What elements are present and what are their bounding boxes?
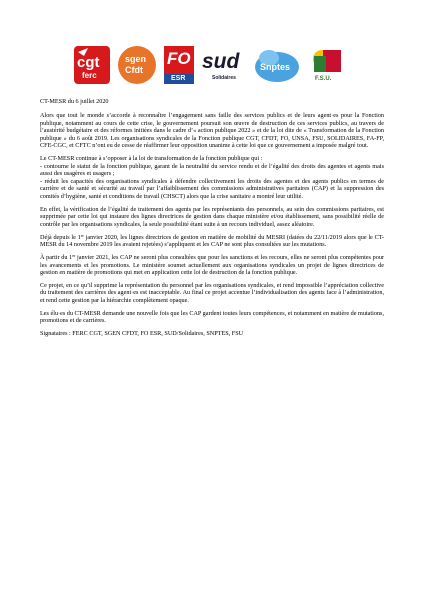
sgen-cfdt-logo (116, 44, 158, 86)
paragraph-6: Ce projet, en ce qu’il supprime la représentation du personnel par les organisations syndicales, et rend impossible l’appréciation collective du traitement des carrières des agent·es est inacceptable. Au final ce projet accentue l’individualisation des agents face à l’administration, et rend cette gestion par la hiérarchie complètement opaque. (40, 282, 384, 304)
paragraph-2-item-1: - contourne le statut de la fonction publique, garant de la neutralité du service rendu et de l’égalité des droits des agentes et agents mais aussi des usagères et usagers ; (40, 162, 384, 178)
sud-logo-text: sud (202, 50, 240, 73)
paragraph-2-item-2: - réduit les capacités des organisations syndicales à défendre collectivement les droits des agentes et des agents publics en termes de carrière et de santé et sécurité au travail par l’affaiblissement des commissions administratives paritaires (CAP) et la suppression des comités d’hygiène, santé et conditions de travail (CHSCT) alors que la crise sanitaire a montré leur utilité. (40, 177, 384, 200)
ferc-logo-text: ferc (82, 71, 97, 80)
snptes-logo (252, 44, 302, 86)
paragraph-7: Les élu·es du CT-MESR demande une nouvelle fois que les CAP gardent toutes leurs compétences, et notamment en matière de mutations, promotions et de carrières. (40, 309, 384, 325)
cfdt-logo-text: Cfdt (125, 65, 143, 75)
union-logos (72, 44, 352, 86)
esr-logo-text: ESR (171, 75, 186, 82)
meeting-date-line: CT-MESR du 6 juillet 2020 (40, 98, 109, 105)
snptes-logo-text: Snptes (260, 62, 291, 72)
cgt-logo-text: cgt (77, 54, 100, 71)
solidaires-logo-text: Solidaires (212, 75, 236, 81)
document-body (40, 98, 384, 344)
cgt-ferc-logo (72, 44, 112, 86)
fsu-logo-text: F.S.U. (315, 76, 332, 82)
paragraph-4: Déjà depuis le 1er janvier 2020, les lignes directrices de gestion en matière de mobilité du MESRI (datées du 22/11/2019 alors que le CT-MESR du 14 novembre 2019 les avaient rejetées) s’appliquent et les CAP ne sont plus consultées sur les mutations. (40, 232, 384, 249)
signatories-line: Signataires : FERC CGT, SGEN CFDT, FO ESR, SUD/Solidaires, SNPTES, FSU (40, 330, 244, 338)
sud-solidaires-logo (200, 44, 248, 86)
paragraph-3: En effet, la vérification de l’égalité de traitement des agents par les représentants des personnels, au sein des commissions paritaires, est supprimée par cette loi qui instaure des lignes directrices de gestion dans chaque ministère et/ou établissement, sans possibilité réelle de contrôle par les organisations syndicales, la seule possibilité étant suite à un recours individuel, assez aléatoire. (40, 205, 384, 228)
paragraph-1: Alors que tout le monde s’accorde à reconnaître l’engagement sans faille des services publics et de leurs agent·es pour la Fonction publique, notamment au cours de cette crise, le gouvernement poursuit son œuvre de destruction de ces services publics, au travers de l’austérité budgétaire et des réformes initiées dans le cadre d’« action publique 2022 » et de la loi dite de « Transformation de la Fonction publique » du 6 août 2019. Les organisations syndicales de la Fonction publique CGT, CFDT, FO, UNSA, FSU, SOLIDAIRES, FA-FP, CFE-CGC, et CFTC n’ont eu de cesse de réaffirmer leur opposition unanime à cette loi que ce gouvernement a imposée malgré tout. (40, 112, 384, 150)
sgen-logo-text: sgen (125, 54, 147, 64)
fo-logo-text: FO (167, 49, 191, 68)
paragraph-2-intro: Le CT-MESR continue à s’opposer à la loi de transformation de la fonction publique qui : (40, 155, 263, 163)
fsu-logo (308, 44, 348, 86)
paragraph-5: À partir du 1er janvier 2021, les CAP ne seront plus consultées que pour les sanctions et les recours, elles ne seront plus compétentes pour les avancements et les promotions. Le ministère soumet actuellement aux organisations syndicales un projet de lignes directrices de gestion en matière de promotions qui met en application cette loi de destruction de la fonction publique. (40, 253, 384, 276)
fo-esr-logo (162, 44, 196, 86)
